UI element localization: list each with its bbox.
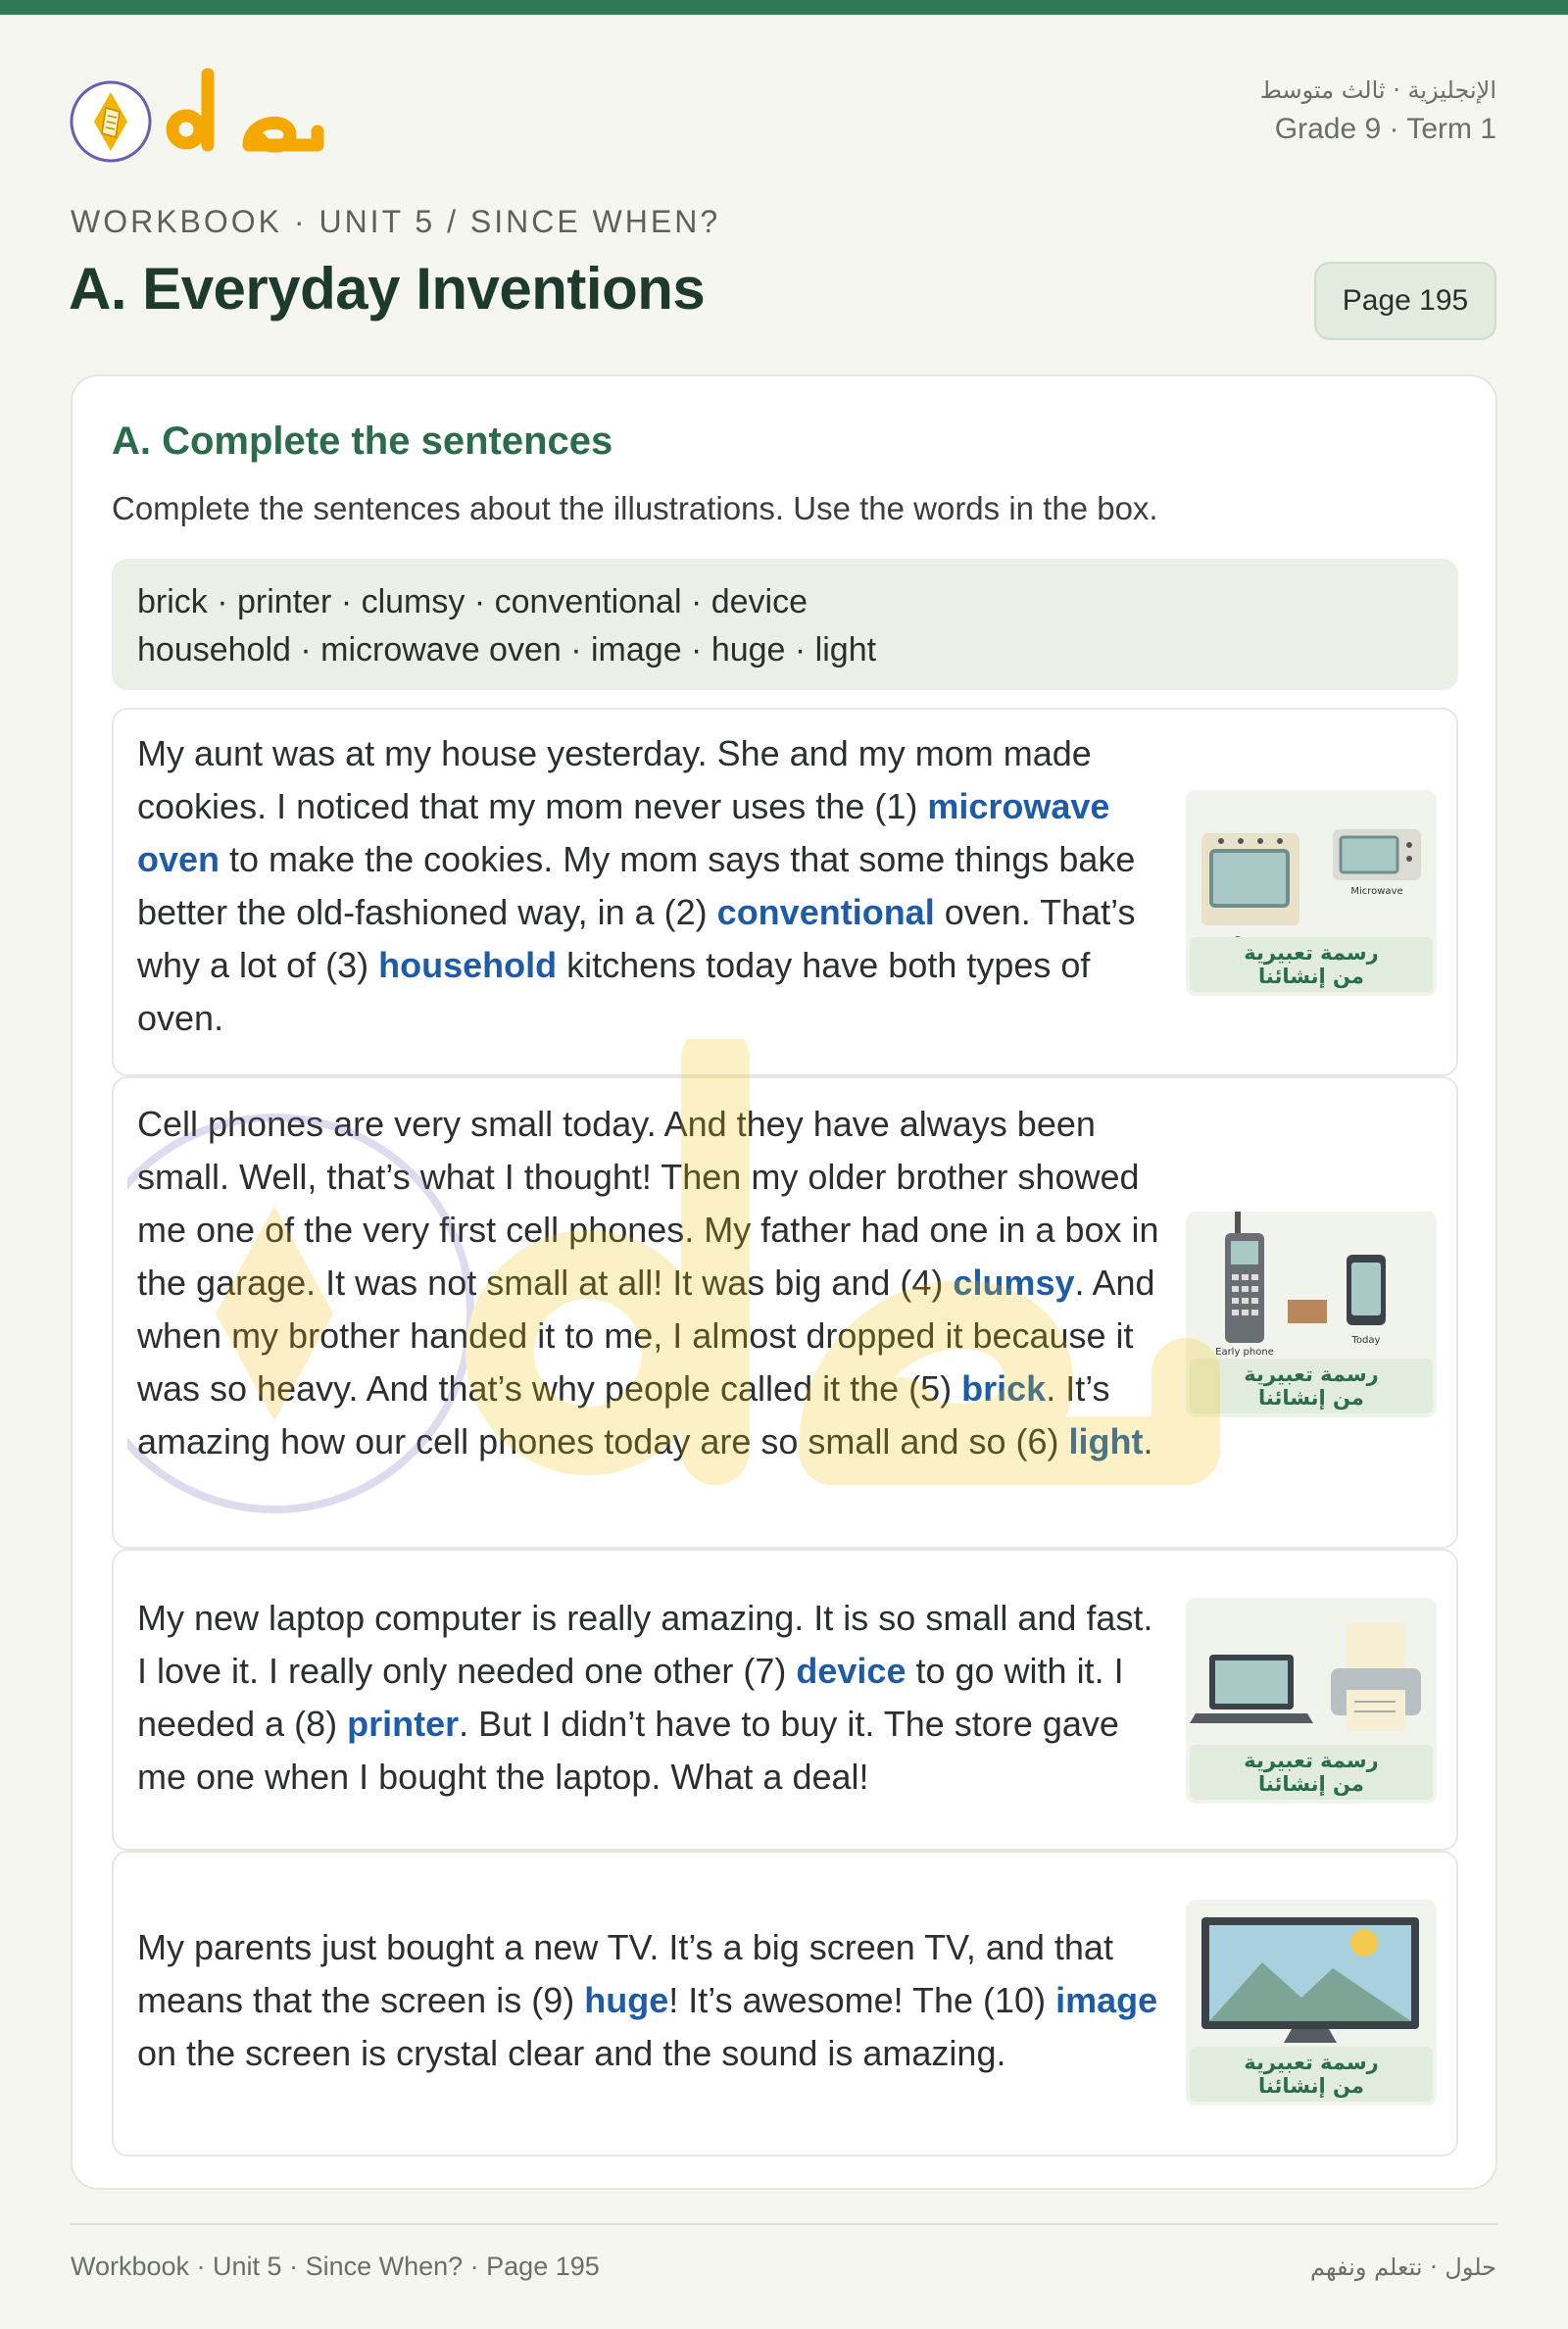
illustration-devices xyxy=(1186,1598,1437,1804)
passage-text xyxy=(137,1098,1164,1468)
subject-grade-arabic: الإنجليزية · ثالث متوسط xyxy=(1259,76,1496,104)
passage-text xyxy=(137,1592,1164,1804)
passage-segment: Cell phones are very small today. And they have always been small. Well, that’s what I thought! Then my older brother showed me one of the very first cell phones. My father had one in a box in the garage. It was not small at all! It was big and (4) xyxy=(137,1104,1159,1303)
passage-item-3 xyxy=(112,1549,1458,1851)
answer-word: huge xyxy=(584,1980,669,2020)
answer-word: brick xyxy=(961,1368,1047,1409)
today-label: Today xyxy=(1351,1335,1381,1346)
answer-word: device xyxy=(796,1651,906,1691)
passage-segment: kitchens today have both types of oven. xyxy=(137,945,1091,1038)
illustration-phones xyxy=(1186,1212,1437,1417)
passage-segment: . But I didn’t have to buy it. The store gave me one when I bought the laptop. What a deal! xyxy=(137,1704,1119,1797)
word-box-line-1: brick · printer · clumsy · conventional · device xyxy=(137,583,808,620)
exercise-card xyxy=(71,374,1497,2190)
illustration-caption: رسمة تعبيرية من إنشائنا xyxy=(1190,1745,1433,1800)
microwave-label: Microwave xyxy=(1350,886,1403,897)
top-accent-bar xyxy=(0,0,1568,15)
passage-item-2 xyxy=(112,1076,1458,1549)
passage-text xyxy=(137,727,1164,1045)
passage-item-1 xyxy=(112,708,1458,1076)
answer-word: image xyxy=(1055,1980,1158,2020)
passage-segment: My new laptop computer is really amazing. It is so small and fast. I love it. I really only needed one other (7) xyxy=(137,1598,1153,1691)
breadcrumb: WORKBOOK · UNIT 5 / SINCE WHEN? xyxy=(71,204,721,239)
header-meta xyxy=(1260,73,1496,151)
passage-segment: My aunt was at my house yesterday. She and my mom made cookies. I noticed that my mom never uses the (1) xyxy=(137,733,1092,826)
passage-segment: to go with it. I needed a (8) xyxy=(137,1651,1124,1744)
word-box xyxy=(112,559,1458,690)
illustration-caption: رسمة تعبيرية من إنشائنا xyxy=(1190,2047,1433,2102)
passage-segment: My parents just bought a new TV. It’s a big screen TV, and that means that the screen is (9) xyxy=(137,1927,1113,2020)
passage-item-4 xyxy=(112,1851,1458,2156)
illustration-caption: رسمة تعبيرية من إنشائنا xyxy=(1190,1359,1433,1413)
passage-segment: on the screen is crystal clear and the sound is amazing. xyxy=(137,2033,1006,2073)
early-phone-label: Early phone xyxy=(1215,1347,1274,1358)
footer-right-text: حلول · نتعلم ونفهم xyxy=(1310,2254,1496,2281)
passage-segment: . And when my brother handed it to me, I almost dropped it because it was so heavy. And that’s why people called it the (5) xyxy=(137,1263,1155,1409)
passage-text xyxy=(137,1921,1164,2080)
page-number-badge: Page 195 xyxy=(1314,262,1496,340)
answer-word: printer xyxy=(347,1704,460,1744)
passage-segment: . It’s amazing how our cell phones today are so small and so (6) xyxy=(137,1368,1110,1462)
footer-divider xyxy=(71,2223,1497,2225)
word-box-line-2: household · microwave oven · image · huge · light xyxy=(137,631,877,669)
illustration-tv xyxy=(1186,1900,1437,2106)
answer-word: household xyxy=(378,945,558,985)
instruction-text: Complete the sentences about the illustrations. Use the words in the box. xyxy=(112,490,1158,526)
passage-segment: ! It’s awesome! The (10) xyxy=(668,1980,1056,2020)
illustration-caption: رسمة تعبيرية من إنشائنا xyxy=(1190,937,1433,992)
section-title: A. Complete the sentences xyxy=(112,420,613,463)
illustration-ovens xyxy=(1186,790,1437,996)
hulul-logo xyxy=(69,61,335,169)
answer-word: conventional xyxy=(716,892,935,932)
passage-segment: . xyxy=(1143,1421,1153,1462)
page-title: A. Everyday Inventions xyxy=(69,256,706,322)
answer-word: light xyxy=(1068,1421,1144,1462)
passage-segment: oven. That’s why a lot of (3) xyxy=(137,892,1136,985)
passage-segment: to make the cookies. My mom says that some things bake better the old-fashioned way, in a (2) xyxy=(137,839,1136,932)
grade-term: Grade 9 · Term 1 xyxy=(1274,113,1496,145)
answer-word: clumsy xyxy=(953,1263,1075,1303)
footer-left-text: Workbook · Unit 5 · Since When? · Page 195 xyxy=(71,2252,600,2281)
answer-word: microwave oven xyxy=(137,786,1110,879)
